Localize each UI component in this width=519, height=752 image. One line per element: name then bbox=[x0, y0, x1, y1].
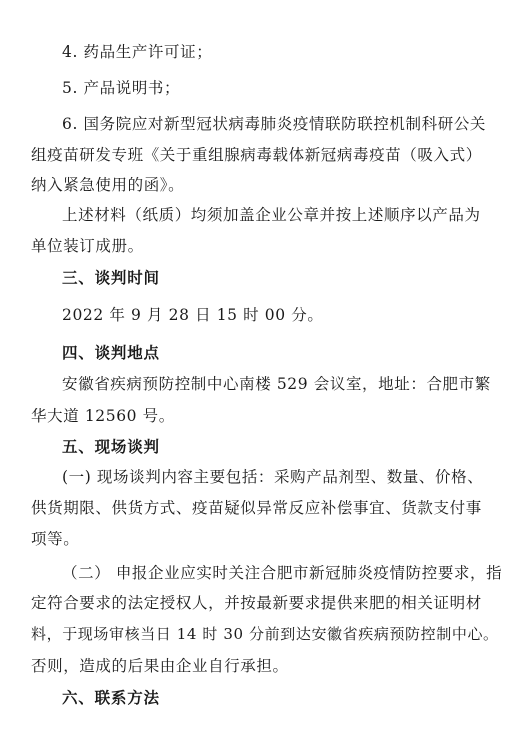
list-item-6-line-2: 组疫苗研发专班《关于重组腺病毒载体新冠病毒疫苗（吸入式） bbox=[31, 146, 482, 164]
materials-note-line-2: 单位装订成册。 bbox=[31, 237, 144, 255]
section-5-para-1-line-1: (一) 现场谈判内容主要包括：采购产品剂型、数量、价格、 bbox=[62, 468, 484, 486]
section-4-heading: 四、谈判地点 bbox=[62, 344, 160, 362]
section-5-para-2-line-1: （二） 申报企业应实时关注合肥市新冠肺炎疫情防控要求，指 bbox=[62, 564, 503, 582]
list-item-4: 4. 药品生产许可证； bbox=[62, 43, 213, 61]
section-3-heading: 三、谈判时间 bbox=[62, 269, 160, 287]
section-4-line-1: 安徽省疾病预防控制中心南楼 529 会议室，地址：合肥市繁 bbox=[62, 375, 491, 393]
list-item-6-line-3: 纳入紧急使用的函》。 bbox=[31, 176, 185, 194]
materials-note-line-1: 上述材料（纸质）均须加盖企业公章并按上述顺序以产品为 bbox=[62, 206, 481, 224]
section-4-line-2: 华大道 12560 号。 bbox=[31, 407, 175, 425]
list-item-6-line-1: 6. 国务院应对新型冠状病毒肺炎疫情联防联控机制科研公关 bbox=[62, 115, 487, 133]
section-6-heading: 六、联系方法 bbox=[62, 689, 160, 707]
list-item-5: 5. 产品说明书； bbox=[62, 79, 181, 97]
section-3-text: 2022 年 9 月 28 日 15 时 00 分。 bbox=[62, 306, 324, 324]
section-5-heading: 五、现场谈判 bbox=[62, 438, 160, 456]
section-5-para-1-line-2: 供货期限、供货方式、疫苗疑似异常反应补偿事宜、货款支付事 bbox=[31, 499, 482, 517]
section-5-para-1-line-3: 项等。 bbox=[31, 530, 80, 548]
section-5-para-2-line-3: 料，于现场审核当日 14 时 30 分前到达安徽省疾病预防控制中心。 bbox=[31, 625, 499, 643]
section-5-para-2-line-4: 否则，造成的后果由企业自行承担。 bbox=[31, 657, 289, 675]
section-5-para-2-line-2: 定符合要求的法定授权人，并按最新要求提供来肥的相关证明材 bbox=[31, 594, 482, 612]
